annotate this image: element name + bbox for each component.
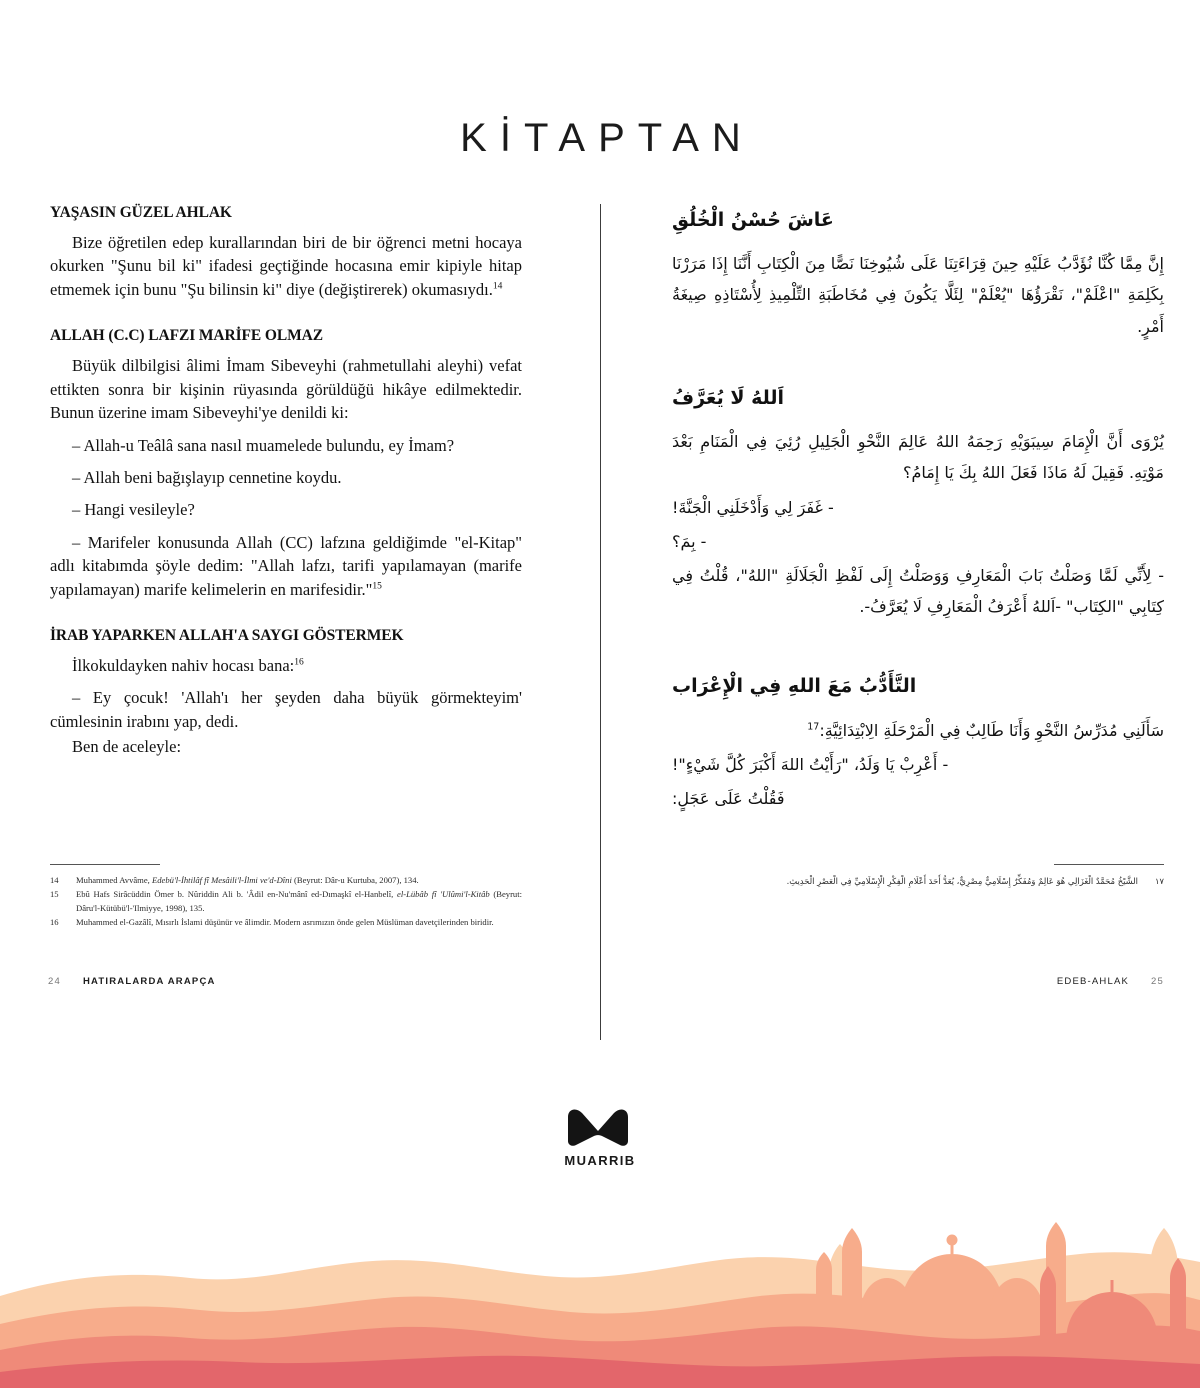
- footnote-pre: Muhammed Avvâme,: [76, 875, 152, 885]
- right-footnotes: [672, 864, 1164, 890]
- arabic-dialogue-line: - بِمَ؟: [672, 531, 707, 551]
- page-number: 24: [48, 976, 61, 987]
- footnote-rule: [50, 864, 160, 865]
- footnote-pre: Ebû Hafs Sirâcüddin Ömer b. Nûriddin Ali b. 'Âdil en-Nu'mânî ed-Dımaşkî el-Hanbelî,: [76, 889, 397, 900]
- dialogue-line: – Hangi vesileyle?: [72, 500, 195, 520]
- section-heading: ALLAH (C.C) LAFZI MARİFE OLMAZ: [50, 327, 323, 345]
- section-irab-yaparken-saygi: [50, 627, 522, 759]
- arabic-paragraph: إِنَّ مِمَّا كُنَّا نُؤَدَّبُ عَلَيْهِ حِينَ قِرَاءَتِنَا عَلَى شُيُوخِنَا نَصًّا مِنَ الْكِتَابِ أَنَّنَا إِذَا مَرَرْنَا بِكَلِمَةِ "اعْلَمْ"، نَقْرَؤُهَا "يُعْلَمْ" لِئَلَّا يَكُونَ فِي مُخَاطَبَةِ التِّلْمِيذِ لِأُسْتَاذِهِ صِيغَةُ أَمْرٍ.: [672, 254, 1164, 336]
- footnote-ref-15: 15: [372, 581, 382, 592]
- footnote-rule: [1054, 864, 1164, 865]
- paragraph-text: İlkokuldayken nahiv hocası bana:: [72, 656, 295, 676]
- footnote-text: [76, 888, 522, 915]
- footnote-ref-14: 14: [492, 281, 503, 292]
- section-heading: İRAB YAPARKEN ALLAH'A SAYGI GÖSTERMEK: [50, 627, 404, 645]
- arabic-section-heading: اَللهُ لَا يُعَرَّفُ: [672, 386, 785, 409]
- footnote-post: (Beyrut: Dâr-u Kurtuba, 2007), 134.: [291, 875, 419, 885]
- arabic-paragraph: فَقُلْتُ عَلَى عَجَلٍ:: [672, 788, 785, 808]
- paragraph: [50, 231, 522, 301]
- paragraph: [50, 654, 522, 677]
- footnote-text: الشَّيْخُ مُحَمَّدٌ الْغَزَالِي هُوَ عَالِمٌ وَمُفَكِّرٌ إِسْلَامِيٌّ مِصْرِيٌّ، يُعَدُّ أَحَدَ أَعْلَامِ الْفِكْرِ الْإِسْلَامِيِّ فِي الْعَصْرِ الْحَدِيثِ.: [786, 876, 1138, 886]
- skyline-illustration: [0, 1128, 1200, 1388]
- footnote-title: Edebü'l-İhtilâf fî Mesâili'l-İlmi ve'd-Dîni: [151, 875, 292, 885]
- paragraph-text: Bize öğretilen edep kurallarından biri de bir öğrenci metni hocaya okurken "Şunu bil ki" ifadesi geçtiğinde hocasına emir kipiyle hitap etmemek için bunu "Şu bilinsin ki" diye (değiştirerek) okumasıydı.: [50, 233, 522, 299]
- arabic-paragraph-text: سَأَلَنِي مُدَرِّسُ النَّحْوِ وَأَنَا طَالِبٌ فِي الْمَرْحَلَةِ الِابْتِدَائِيَّةِ:: [819, 720, 1164, 740]
- chapter-title-footer: EDEB-AHLAK: [1056, 976, 1130, 987]
- dialogue-text: – Marifeler konusunda Allah (CC) lafzına geldiğimde "el-Kitap" adlı kitabımda şöyle dedim: "Allah lafzı, tarifi yapılamayan (marife yapılamayan) marife kelimelerin en marifesidir.": [50, 532, 522, 599]
- arabic-section-3: [672, 670, 1164, 814]
- page-title: KİTAPTAN: [460, 116, 754, 160]
- running-footer-left: [48, 976, 216, 987]
- footnote-ref-17: 17: [807, 721, 820, 733]
- paragraph: Ben de aceleyle:: [72, 737, 182, 757]
- book-spread: [0, 204, 1200, 1014]
- arabic-dialogue-line: - غَفَرَ لِي وَأَدْخَلَنِي الْجَنَّةَ!: [672, 497, 834, 517]
- arabic-section-heading: التَّأَدُّبُ مَعَ اللهِ فِي الْإِعْرَاب: [672, 675, 917, 698]
- arabic-section-2: [672, 382, 1164, 622]
- book-title-footer: HATIRALARDA ARAPÇA: [82, 976, 216, 987]
- section-allah-lafzi-marife-olmaz: [50, 327, 522, 601]
- dialogue-line: [50, 531, 522, 601]
- arabic-paragraph: يُرْوَى أَنَّ الْإِمَامَ سِيبَوَيْهِ رَحِمَهُ اللهُ عَالِمَ النَّحْوِ الْجَلِيلِ رُئِيَ فِي الْمَنَامِ بَعْدَ مَوْتِهِ. فَقِيلَ لَهُ مَاذَا فَعَلَ اللهُ بِكَ يَا إِمَامُ؟: [672, 432, 1164, 483]
- dialogue-line: – Allah-u Teâlâ sana nasıl muamelede bulundu, ey İmam?: [72, 435, 455, 455]
- arabic-dialogue-line: - لِأَنِّي لَمَّا وَصَلْتُ بَابَ الْمَعَارِفِ وَوَصَلْتُ إِلَى لَفْظِ الْجَلَالَةِ "اللهُ"، قُلْتُ فِي كِتَابِي "الكِتَاب" -اَللهُ أَعْرَفُ الْمَعَارِفِ لَا يُعَرَّفُ-.: [672, 565, 1164, 617]
- footnote-post: (Beyrut: Dâru'l-Kütübü'l-'Ilmiyye, 1998), 135.: [76, 889, 523, 913]
- footnote-item: [50, 874, 522, 887]
- right-page: [672, 204, 1164, 817]
- footnote-item: [672, 874, 1164, 889]
- footnote-title: el-Lübâb fî 'Ulûmi'l-Kitâb: [397, 889, 490, 900]
- footnote-number: ١٧: [1155, 876, 1164, 886]
- spread-divider: [600, 204, 601, 1040]
- skyline-layer-front: [0, 1356, 1200, 1388]
- decorative-skyline: [0, 1128, 1200, 1388]
- dialogue-line: – Ey çocuk! 'Allah'ı her şeyden daha büyük görmekteyim' cümlesinin irabını yap, dedi.: [50, 688, 522, 731]
- page-number: 25: [1151, 976, 1164, 987]
- footnote-text: Muhammed el-Gazâlî, Mısırlı İslami düşünür ve âlimdir. Modern asrımızın önde gelen Müslüman davetçilerinden biridir.: [76, 916, 494, 927]
- section-yasasin-guzel-ahlak: [50, 204, 522, 301]
- footnote-ref-16: 16: [294, 657, 304, 668]
- footnote-item: [50, 888, 522, 915]
- running-footer-right: [1057, 976, 1164, 987]
- arabic-section-1: [672, 204, 1164, 342]
- footnote-number: 15: [50, 889, 59, 900]
- section-heading: YAŞASIN GÜZEL AHLAK: [50, 204, 232, 221]
- footnote-number: 16: [50, 916, 59, 927]
- logo-wordmark: MUARRIB: [564, 1153, 636, 1168]
- paragraph: Büyük dilbilgisi âlimi İmam Sibeveyhi (rahmetullahi aleyhi) vefat ettikten sonra bir kişinin rüyasında görüldüğü hikâye edilmektedir. Bunun üzerine imam Sibeveyhi'ye denildi ki:: [50, 356, 522, 423]
- arabic-dialogue-line: - أَعْرِبْ يَا وَلَدُ، "رَأَيْتُ اللهَ أَكْبَرَ كُلَّ شَيْءٍ"!: [672, 754, 949, 774]
- dialogue-line: – Allah beni bağışlayıp cennetine koydu.: [72, 467, 342, 487]
- footnote-item: [50, 916, 522, 929]
- left-page: [50, 204, 522, 761]
- footnote-text: [76, 874, 522, 887]
- arabic-paragraph: [672, 715, 1164, 746]
- left-footnotes: [50, 864, 522, 930]
- footnote-number: 14: [50, 875, 59, 885]
- arabic-section-heading: عَاشَ حُسْنُ الْخُلُقِ: [672, 209, 834, 231]
